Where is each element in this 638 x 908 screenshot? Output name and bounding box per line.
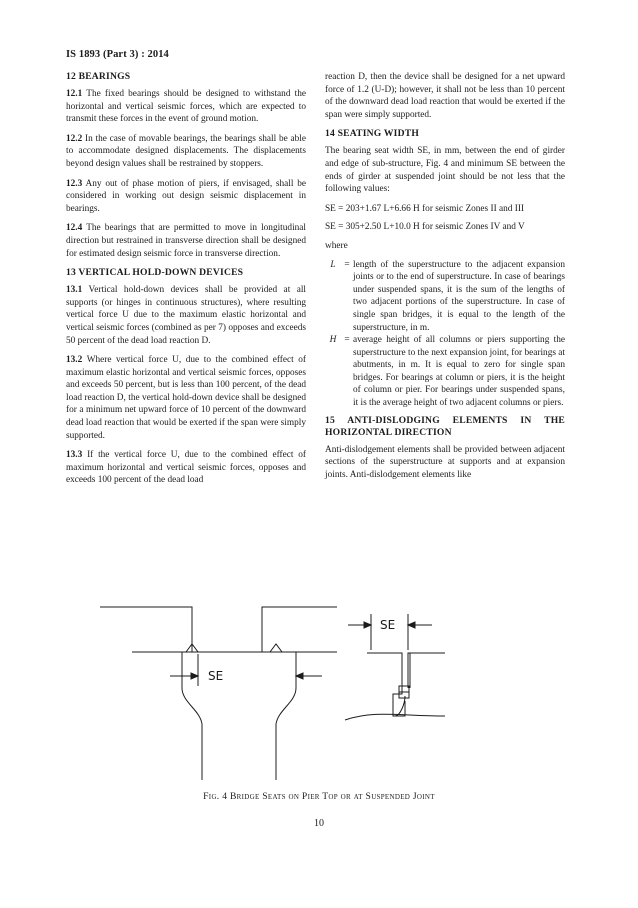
left-span (367, 653, 405, 716)
seat-width-label-left: SE (208, 669, 224, 683)
section-13-heading: 13 VERTICAL HOLD-DOWN DEVICES (66, 267, 244, 279)
definition-equals: = (344, 335, 350, 346)
section-14-heading: 14 SEATING WIDTH (325, 128, 420, 140)
clause-13-3-continued: reaction D, then the device shall be designed for a net upward force of 1.2 (U-D); however, it shall not be less than 10 percent of the downward dead load reaction that would be exerted if the span were simply supported. (325, 72, 565, 120)
clause-14-text: The bearing seat width SE, in mm, between the end of girder and edge of sub-structure, Fig. 4 and minimum SE between the ends of girder at suspended joint should be not less that the following values: (325, 146, 565, 195)
definition-H (325, 334, 565, 410)
clause-text: The bearings that are permitted to move in longitudinal direction but restrained in transverse direction shall be designed for estimated design seismic force in transverse direction. (66, 223, 307, 259)
definition-symbol: H (329, 335, 337, 346)
suspended-span-curve (345, 714, 445, 720)
right-bearing (270, 644, 282, 652)
left-girder (100, 607, 192, 652)
clause-number: 13.1 (66, 285, 83, 296)
clause-number: 12.1 (66, 89, 83, 99)
definition-symbol: L (330, 259, 336, 270)
figure-caption: Fig. 4 Bridge Seats on Pier Top or at Suspended Joint (203, 791, 435, 802)
definition-text: average height of all columns or piers supporting the superstructure to the next expansion joint, for bearings at abutments, in m. It is equal to zero for single span bridges. For bearings at column or piers, it is the height of column or pier. For bearings under suspended spans, it is the average height of two adjacent columns or piers. (353, 335, 565, 409)
clause-text: Where vertical force U, due to the combined effect of maximum elastic horizontal and vertical seismic forces, opposes and exceeds 50 percent, but is less than 100 percent, of the dead load reaction D, the vertical hold-down device shall be designed for a minimum net upward force of 10 percent of the downward dead load reaction that would be exerted if the span were simply supported. (66, 355, 306, 441)
section-12-heading: 12 BEARINGS (66, 71, 131, 82)
clause-12-4 (66, 222, 306, 260)
standard-header: IS 1893 (Part 3) : 2014 (66, 49, 169, 60)
clause-number: 13.3 (66, 450, 83, 461)
right-girder (262, 607, 337, 652)
arrowhead (296, 673, 303, 679)
pier-neck-right (276, 688, 296, 724)
clause-12-3 (66, 178, 306, 216)
equation-zones-4-5: SE = 305+2.50 L+10.0 H for seismic Zones IV and V (325, 222, 525, 233)
left-column (66, 71, 306, 494)
clause-number: 13.2 (66, 355, 83, 366)
seat-width-label-right: SE (380, 618, 396, 632)
right-column (325, 71, 565, 488)
right-span (408, 653, 445, 688)
section-15-heading: 15 ANTI-DISLODGING ELEMENTS IN THE HORIZONTAL DIRECTION (325, 414, 565, 438)
right-span-outline (410, 653, 445, 688)
arrowhead (364, 622, 371, 628)
definition-text: length of the superstructure to the adjacent expansion joints or to the end of superstructure. In case of bearings under suspended spans, it is the sum of the lengths of two adjacent portions of the superstructure. In case of single span bridges, it is equal to the length of the superstructure, in m. (353, 259, 565, 333)
clause-number: 12.4 (66, 223, 83, 234)
pier-neck-left (182, 688, 202, 724)
clause-13-1 (66, 284, 306, 347)
clause-13-2 (66, 354, 306, 442)
clause-12-2 (66, 133, 306, 171)
definition-L (325, 259, 565, 335)
clause-text: In the case of movable bearings, the bearings shall be able to accommodate designed displacements. The displacements beyond design values shall be restrained by stoppers. (66, 133, 306, 169)
clause-15-text: Anti-dislodgement elements shall be provided between adjacent sections of the superstructure at supports and at expansion joints. Anti-dislodgement elements like (325, 444, 565, 480)
clause-text: The fixed bearings should be designed to withstand the horizontal and vertical seismic forces, which are expected to transmit these forces in the event of ground motion. (66, 89, 306, 125)
clause-number: 12.2 (66, 133, 83, 144)
page-number: 10 (314, 818, 324, 829)
equation-zones-2-3: SE = 203+1.67 L+6.66 H for seismic Zones II and III (325, 203, 525, 214)
joint-detail-curve (395, 696, 405, 716)
definition-equals: = (344, 259, 350, 270)
clause-text: Vertical hold-down devices shall be provided at all supports (or hinges in continuous structures), where resulting vertical force U due to the maximum elastic horizontal and vertical seismic forces (combined as per 7) opposes and exceeds 50 percent of the dead load reaction D. (66, 285, 306, 346)
pier-top-diagram (100, 607, 337, 780)
clause-text: If the vertical force U, due to the combined effect of maximum horizontal and vertical seismic forces, opposes and exceeds 100 percent of the dead load (66, 450, 306, 486)
clause-13-3 (66, 449, 306, 487)
definitions-table (325, 259, 565, 410)
clause-text: Any out of phase motion of piers, if envisaged, shall be considered in working out design seismic displacement in bearings. (66, 178, 307, 214)
where-label: where (325, 240, 348, 251)
bridge-seat-figure (100, 592, 560, 780)
clause-12-1 (66, 88, 306, 126)
arrowhead (191, 673, 198, 679)
arrowhead (408, 622, 415, 628)
clause-number: 12.3 (66, 178, 83, 189)
